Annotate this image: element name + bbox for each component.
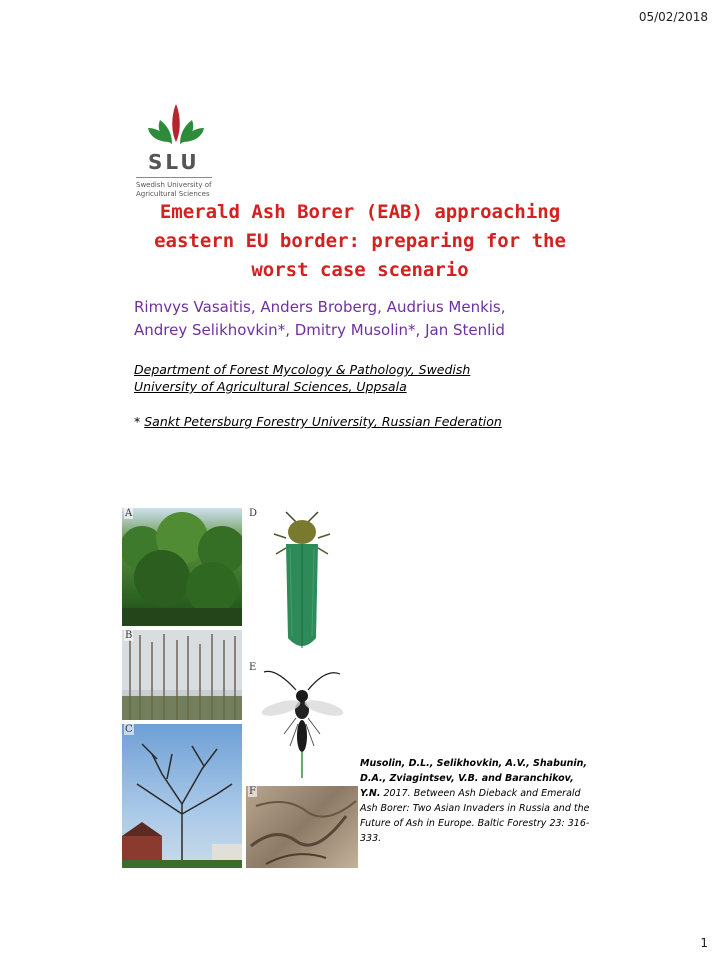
panel-label-f: F xyxy=(249,786,256,797)
affiliation-secondary-text: Sankt Petersburg Forestry University, Russian Federation xyxy=(144,414,502,429)
eab-photo-figure xyxy=(122,508,358,868)
title-line-2: eastern EU border: preparing for the xyxy=(154,230,566,252)
authors-line-2: Andrey Selikhovkin*, Dmitry Musolin*, Jan Stenlid xyxy=(134,321,505,339)
affiliation-line-2: University of Agricultural Sciences, Uppsala xyxy=(134,379,407,394)
logo-subtitle-1: Swedish University of xyxy=(136,181,212,189)
slu-leaf-icon xyxy=(136,100,216,150)
panel-label-c: C xyxy=(125,724,133,735)
affiliation-secondary xyxy=(134,413,694,430)
panel-label-e: E xyxy=(249,662,257,673)
title-line-1: Emerald Ash Borer (EAB) approaching xyxy=(159,201,561,223)
citation-details: 2017. Between Ash Dieback and Emerald Ash Borer: Two Asian Invaders in Russia and the Future of Ash in Europe. Baltic Forestry 23: 316-333. xyxy=(360,788,590,844)
page-number: 1 xyxy=(700,936,708,950)
affiliation-primary xyxy=(134,361,694,395)
slide-title xyxy=(110,198,610,285)
logo-wordmark: SLU xyxy=(148,150,200,174)
panel-label-b: B xyxy=(125,630,133,641)
author-list xyxy=(134,296,694,342)
panel-a-green-forest xyxy=(122,508,242,626)
logo-divider xyxy=(136,177,212,178)
citation-authors: Musolin, D.L., Selikhovkin, A.V., Shabunin, D.A., Zviagintsev, V.B. and Baranchikov, Y.N. xyxy=(360,758,588,799)
logo-subtitle-2: Agricultural Sciences xyxy=(136,190,210,198)
panel-f-bark-galleries xyxy=(246,786,358,868)
authors-line-1: Rimvys Vasaitis, Anders Broberg, Audrius Menkis, xyxy=(134,298,506,316)
panel-label-d: D xyxy=(249,508,258,519)
panel-b-dead-stand xyxy=(122,630,242,720)
slide-date: 05/02/2018 xyxy=(638,10,708,24)
slu-logo xyxy=(136,100,216,199)
affiliation-marker: * xyxy=(134,414,145,429)
title-line-3: worst case scenario xyxy=(251,259,469,281)
panel-d-emerald-ash-borer xyxy=(246,508,358,658)
affiliation-line-1: Department of Forest Mycology & Pathology, Swedish xyxy=(134,362,471,377)
panel-c-bare-ash-tree xyxy=(122,724,242,868)
citation-reference xyxy=(360,756,590,846)
panel-e-parasitoid-wasp xyxy=(246,662,358,782)
panel-label-a: A xyxy=(125,508,133,519)
